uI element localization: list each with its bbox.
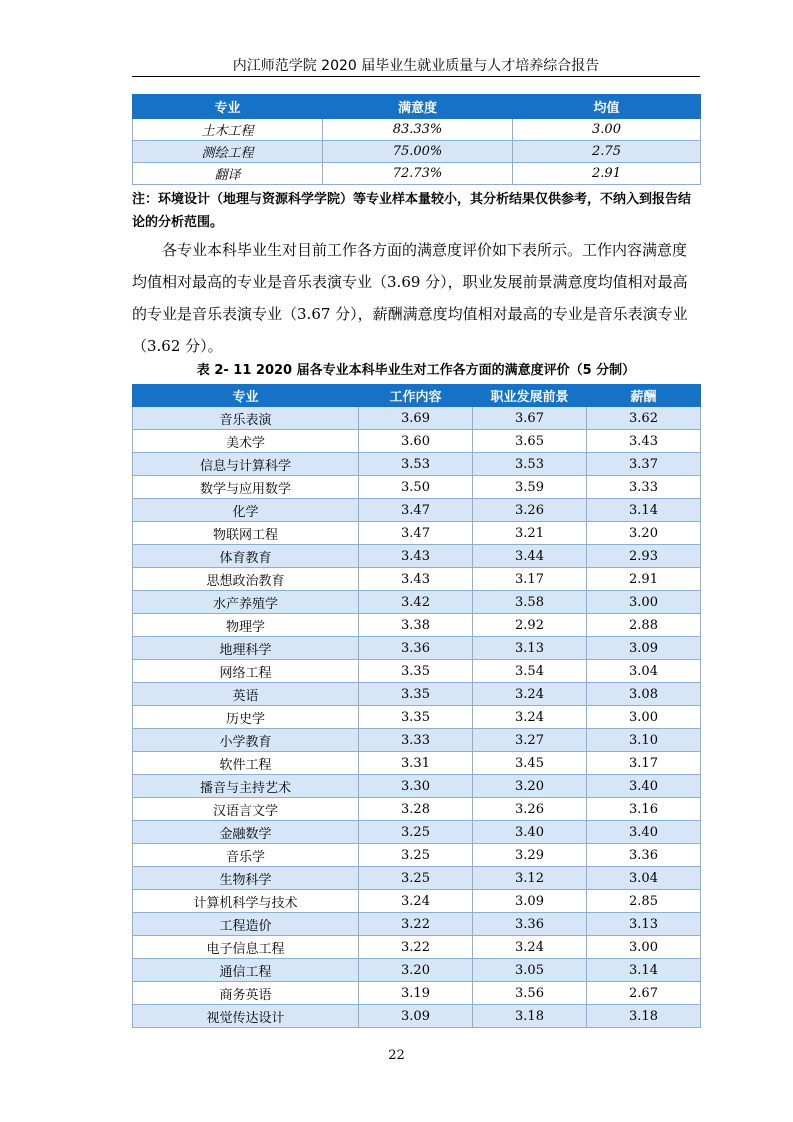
value-cell: 3.04 [587,660,701,683]
value-cell: 3.26 [473,499,587,522]
table-row [133,141,701,163]
major-name-cell: 英语 [133,683,359,706]
major-name-cell: 数学与应用数学 [133,476,359,499]
table-row [133,545,701,568]
value-cell: 3.20 [587,522,701,545]
value-cell: 2.85 [587,890,701,913]
value-cell: 2.91 [587,568,701,591]
satisfaction-table-continued [132,94,701,185]
header-divider [132,76,700,77]
value-cell: 3.22 [359,936,473,959]
value-cell: 3.13 [587,913,701,936]
table-row [133,775,701,798]
value-cell: 3.04 [587,867,701,890]
value-cell: 3.35 [359,683,473,706]
value-cell: 3.67 [473,407,587,430]
value-cell: 3.58 [473,591,587,614]
table-header-row [133,95,701,119]
major-name-cell: 物理学 [133,614,359,637]
table-row [133,890,701,913]
major-name-cell: 网络工程 [133,660,359,683]
value-cell: 3.09 [359,1005,473,1028]
value-cell: 3.18 [473,1005,587,1028]
value-cell: 3.25 [359,821,473,844]
major-name-cell: 小学教育 [133,729,359,752]
value-cell: 3.25 [359,867,473,890]
value-cell: 3.24 [473,936,587,959]
value-cell: 3.43 [587,430,701,453]
column-header: 薪酬 [587,385,701,407]
major-name-cell: 化学 [133,499,359,522]
value-cell: 3.43 [359,568,473,591]
major-name-cell: 美术学 [133,430,359,453]
table-row [133,522,701,545]
table-row [133,591,701,614]
value-cell: 2.75 [513,141,701,163]
value-cell: 3.43 [359,545,473,568]
value-cell: 2.93 [587,545,701,568]
major-name-cell: 通信工程 [133,959,359,982]
value-cell: 3.44 [473,545,587,568]
table-row [133,936,701,959]
value-cell: 3.22 [359,913,473,936]
table-row [133,476,701,499]
table-caption: 表 2- 11 2020 届各专业本科毕业生对工作各方面的满意度评价（5 分制） [196,363,636,378]
value-cell: 3.20 [359,959,473,982]
value-cell: 3.40 [587,821,701,844]
value-cell: 3.09 [473,890,587,913]
major-name-cell: 音乐学 [133,844,359,867]
table-row [133,706,701,729]
table-row [133,453,701,476]
value-cell: 3.28 [359,798,473,821]
major-name-cell: 生物科学 [133,867,359,890]
value-cell: 3.36 [473,913,587,936]
value-cell: 3.42 [359,591,473,614]
value-cell: 3.40 [473,821,587,844]
body-paragraph: 各专业本科毕业生对目前工作各方面的满意度评价如下表所示。工作内容满意度均值相对最高的专业是音乐表演专业（3.69 分），职业发展前景满意度均值相对最高的专业是音乐表演专业（3.67 分），薪酬满意度均值相对最高的专业是音乐表演专业（3.62 分）。 [132,241,688,355]
value-cell: 3.30 [359,775,473,798]
value-cell: 2.88 [587,614,701,637]
major-name-cell: 播音与主持艺术 [133,775,359,798]
table-row [133,1005,701,1028]
value-cell: 3.37 [587,453,701,476]
major-name-cell: 水产养殖学 [133,591,359,614]
value-cell: 3.53 [473,453,587,476]
value-cell: 2.91 [513,163,701,185]
value-cell: 3.21 [473,522,587,545]
value-cell: 3.05 [473,959,587,982]
column-header: 专业 [133,385,359,407]
value-cell: 3.00 [587,591,701,614]
value-cell: 3.65 [473,430,587,453]
column-header: 工作内容 [359,385,473,407]
major-name-cell: 软件工程 [133,752,359,775]
major-name-cell: 电子信息工程 [133,936,359,959]
table-row [133,867,701,890]
value-cell: 72.73% [323,163,513,185]
table-row [133,499,701,522]
value-cell: 3.62 [587,407,701,430]
major-name-cell: 工程造价 [133,913,359,936]
running-header: 内江师范学院 2020 届毕业生就业质量与人才培养综合报告 [232,58,600,74]
major-name-cell: 计算机科学与技术 [133,890,359,913]
value-cell: 3.09 [587,637,701,660]
value-cell: 3.17 [473,568,587,591]
value-cell: 3.00 [513,119,701,141]
value-cell: 3.50 [359,476,473,499]
value-cell: 3.29 [473,844,587,867]
value-cell: 3.36 [359,637,473,660]
value-cell: 83.33% [323,119,513,141]
table-row [133,959,701,982]
major-satisfaction-table [132,384,701,1028]
table-row [133,660,701,683]
table-row [133,163,701,185]
table-row [133,119,701,141]
value-cell: 3.13 [473,637,587,660]
value-cell: 3.47 [359,522,473,545]
table-row [133,430,701,453]
value-cell: 3.54 [473,660,587,683]
table-row [133,637,701,660]
value-cell: 3.12 [473,867,587,890]
table-row [133,752,701,775]
value-cell: 2.92 [473,614,587,637]
table-row [133,614,701,637]
major-name-cell: 测绘工程 [133,141,323,163]
column-header: 满意度 [323,95,513,119]
value-cell: 3.53 [359,453,473,476]
value-cell: 3.14 [587,499,701,522]
value-cell: 3.18 [587,1005,701,1028]
table-row [133,798,701,821]
value-cell: 3.24 [473,683,587,706]
major-name-cell: 历史学 [133,706,359,729]
major-name-cell: 思想政治教育 [133,568,359,591]
major-name-cell: 物联网工程 [133,522,359,545]
value-cell: 3.59 [473,476,587,499]
value-cell: 3.19 [359,982,473,1005]
major-name-cell: 音乐表演 [133,407,359,430]
value-cell: 3.45 [473,752,587,775]
column-header: 专业 [133,95,323,119]
note-text: 注：环境设计（地理与资源科学学院）等专业样本量较小，其分析结果仅供参考，不纳入到报告结论的分析范围。 [132,192,692,230]
value-cell: 3.56 [473,982,587,1005]
major-name-cell: 土木工程 [133,119,323,141]
value-cell: 3.08 [587,683,701,706]
value-cell: 3.35 [359,706,473,729]
major-name-cell: 汉语言文学 [133,798,359,821]
value-cell: 3.26 [473,798,587,821]
major-name-cell: 视觉传达设计 [133,1005,359,1028]
value-cell: 3.40 [587,775,701,798]
major-name-cell: 地理科学 [133,637,359,660]
table-row [133,982,701,1005]
table-row [133,683,701,706]
column-header: 职业发展前景 [473,385,587,407]
value-cell: 3.00 [587,706,701,729]
table-row [133,913,701,936]
major-name-cell: 体育教育 [133,545,359,568]
value-cell: 3.38 [359,614,473,637]
value-cell: 3.69 [359,407,473,430]
column-header: 均值 [513,95,701,119]
value-cell: 3.33 [587,476,701,499]
table-row [133,821,701,844]
major-name-cell: 金融数学 [133,821,359,844]
value-cell: 75.00% [323,141,513,163]
value-cell: 3.25 [359,844,473,867]
major-name-cell: 商务英语 [133,982,359,1005]
major-name-cell: 翻译 [133,163,323,185]
page-number: 22 [388,1048,405,1063]
table-row [133,407,701,430]
value-cell: 3.27 [473,729,587,752]
value-cell: 3.16 [587,798,701,821]
table-row [133,568,701,591]
value-cell: 3.31 [359,752,473,775]
value-cell: 2.67 [587,982,701,1005]
value-cell: 3.36 [587,844,701,867]
value-cell: 3.35 [359,660,473,683]
major-name-cell: 信息与计算科学 [133,453,359,476]
value-cell: 3.00 [587,936,701,959]
value-cell: 3.14 [587,959,701,982]
value-cell: 3.17 [587,752,701,775]
table-header-row [133,385,701,407]
value-cell: 3.10 [587,729,701,752]
table-row [133,729,701,752]
value-cell: 3.60 [359,430,473,453]
value-cell: 3.47 [359,499,473,522]
table-row [133,844,701,867]
value-cell: 3.20 [473,775,587,798]
value-cell: 3.33 [359,729,473,752]
value-cell: 3.24 [359,890,473,913]
value-cell: 3.24 [473,706,587,729]
